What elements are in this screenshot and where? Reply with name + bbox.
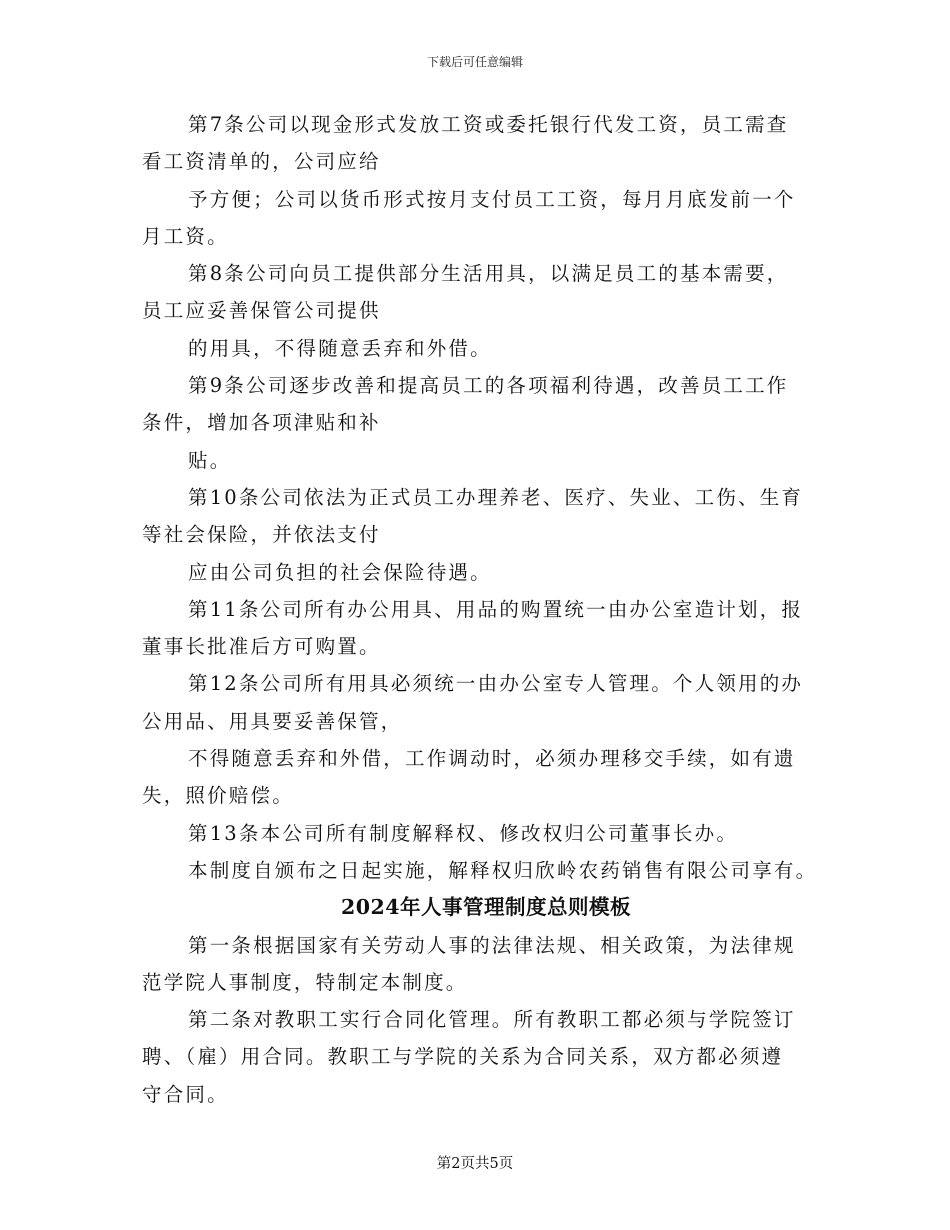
text-line: 第9条公司逐步改善和提高员工的各项福利待遇，改善员工工作 [188, 374, 789, 398]
text-line: 不得随意丢弃和外借，工作调动时，必须办理移交手续，如有遗 [188, 747, 796, 771]
text-line: 第二条对教职工实行合同化管理。所有教职工都必须与学院签订 [188, 1008, 796, 1032]
text-line: 的用具，不得随意丢弃和外借。 [188, 336, 492, 360]
document-body [142, 106, 818, 1113]
text-line: 应由公司负担的社会保险待遇。 [188, 560, 492, 584]
text-line: 本制度自颁布之日起实施，解释权归欣岭农药销售有限公司享有。 [188, 858, 818, 882]
text-line: 失，照价赔偿。 [142, 784, 294, 808]
text-line: 月工资。 [142, 224, 229, 248]
text-line: 守合同。 [142, 1082, 229, 1106]
text-line: 第11条公司所有办公用具、用品的购置统一由办公室造计划，报 [188, 597, 804, 621]
text-line: 贴。 [188, 448, 232, 472]
text-line: 第一条根据国家有关劳动人事的法律法规、相关政策，为法律规 [188, 933, 796, 957]
page-header: 下载后可任意编辑 [426, 55, 523, 69]
text-line: 第10条公司依法为正式员工办理养老、医疗、失业、工伤、生育 [188, 485, 804, 509]
page-footer: 第2页共5页 [436, 1156, 514, 1172]
text-line: 董事长批准后方可购置。 [142, 635, 381, 659]
text-line: 员工应妥善保管公司提供 [142, 299, 381, 323]
text-line: 第12条公司所有用具必须统一由办公室专人管理。个人领用的办 [188, 672, 804, 696]
text-line: 公用品、用具要妥善保管， [142, 709, 403, 733]
text-line: 看工资清单的，公司应给 [142, 150, 381, 174]
text-line: 第8条公司向员工提供部分生活用具，以满足员工的基本需要， [188, 262, 789, 286]
text-line: 条件，增加各项津贴和补 [142, 411, 381, 435]
section-title: 2024年人事管理制度总则模板 [340, 895, 632, 920]
text-line: 范学院人事制度，特制定本制度。 [142, 970, 468, 994]
text-line: 第7条公司以现金形式发放工资或委托银行代发工资，员工需查 [188, 113, 789, 136]
text-line: 第13条本公司所有制度解释权、修改权归公司董事长办。 [188, 821, 739, 845]
text-line: 聘、（雇）用合同。教职工与学院的关系为合同关系，双方都必须遵 [142, 1045, 784, 1069]
text-line: 予方便；公司以货币形式按月支付员工工资，每月月底发前一个 [188, 187, 796, 211]
text-line: 等社会保险，并依法支付 [142, 523, 381, 547]
